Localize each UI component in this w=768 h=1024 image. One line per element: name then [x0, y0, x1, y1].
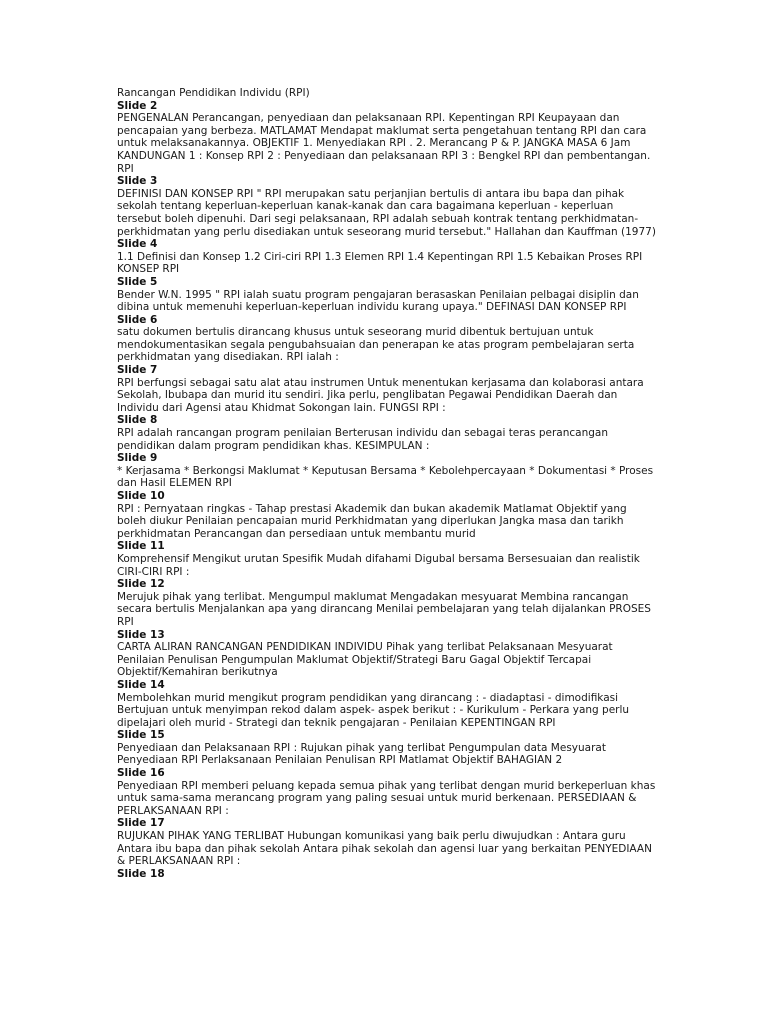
slide-heading: Slide 7	[117, 364, 158, 377]
slide-heading: Slide 4	[117, 238, 158, 251]
slide-text: PENGENALAN Perancangan, penyediaan dan pelaksanaan RPI. Kepentingan RPI Keupayaan dan pencapaian yang berbeza. MATLAMAT Mendapat maklumat serta pengetahuan tentang RPI dan cara untuk melaksanakannya. OBJEKTIF 1. Menyediakan RPI . 2. Merancang P & P. JANGKA MASA 6 Jam KANDUNGAN 1 : Konsep RPI 2 : Penyediaan dan pelaksanaan RPI 3 : Bengkel RPI dan pembentangan. RPI	[117, 112, 651, 175]
slides-list	[117, 100, 657, 881]
slide-heading: Slide 6	[117, 313, 158, 326]
slide-heading: Slide 5	[117, 275, 158, 288]
slide-heading: Slide 9	[117, 452, 158, 465]
slide-text: RUJUKAN PIHAK YANG TERLIBAT Hubungan komunikasi yang baik perlu diwujudkan : Antara guru Antara ibu bapa dan pihak sekolah Antara pihak sekolah dan agensi luar yang berkaitan PENYEDIAAN & PERLAKSANAAN RPI :	[117, 830, 652, 868]
slide-text: DEFINISI DAN KONSEP RPI " RPI merupakan satu perjanjian bertulis di antara ibu bapa dan pihak sekolah tentang keperluan-keperluan kanak-kanak dan cara bagaimana keperluan - keperluan tersebut boleh dipenuhi. Dari segi pelaksanaan, RPI adalah sebuah kontrak tentang perkhidmatan-perkhidmatan yang perlu disediakan untuk seseorang murid tersebut." Hallahan dan Kauffman (1977)	[117, 187, 656, 238]
slide-text: Merujuk pihak yang terlibat. Mengumpul maklumat Mengadakan mesyuarat Membina rancangan secara bertulis Menjalankan apa yang dirancang Menilai pembelajaran yang telah dijalankan PROSES RPI	[117, 590, 651, 628]
slide-heading: Slide 13	[117, 628, 165, 641]
slide-heading: Slide 11	[117, 540, 165, 553]
slide-text: RPI berfungsi sebagai satu alat atau instrumen Untuk menentukan kerjasama dan kolaborasi antara Sekolah, Ibubapa dan murid itu sendiri. Jika perlu, penglibatan Pegawai Pendidikan Daerah dan Individu dari Agensi atau Khidmat Sokongan lain. FUNGSI RPI :	[117, 376, 644, 414]
slide-heading: Slide 16	[117, 767, 165, 780]
slide-text: Membolehkan murid mengikut program pendidikan yang dirancang : - diadaptasi - dimodifikasi Bertujuan untuk menyimpan rekod dalam aspek- aspek berikut : - Kurikulum - Perkara yang perlu dipelajari oleh murid - Strategi dan teknik pengajaran - Penilaian KEPENTINGAN RPI	[117, 691, 630, 729]
slide-heading: Slide 8	[117, 414, 158, 427]
slide-text: 1.1 Definisi dan Konsep 1.2 Ciri-ciri RPI 1.3 Elemen RPI 1.4 Kepentingan RPI 1.5 Kebaikan Proses RPI KONSEP RPI	[117, 250, 643, 276]
slide-heading: Slide 12	[117, 578, 165, 591]
slide-heading: Slide 14	[117, 678, 165, 691]
slide-text: Penyediaan dan Pelaksanaan RPI : Rujukan pihak yang terlibat Pengumpulan data Mesyuarat Penyediaan RPI Perlaksanaan Penilaian Penulisan RPI Matlamat Objektif BAHAGIAN 2	[117, 741, 606, 767]
slide-heading: Slide 17	[117, 817, 165, 830]
slide-text: Bender W.N. 1995 " RPI ialah suatu program pengajaran berasaskan Penilaian pelbagai disiplin dan dibina untuk memenuhi keperluan-keperluan individu kurang upaya." DEFINASI DAN KONSEP RPI	[117, 288, 639, 314]
slide-text: * Kerjasama * Berkongsi Maklumat * Keputusan Bersama * Kebolehpercayaan * Dokumentasi * Proses dan Hasil ELEMEN RPI	[117, 464, 654, 490]
slide-heading: Slide 15	[117, 729, 165, 742]
document-body	[117, 87, 657, 880]
slide-text: Penyediaan RPI memberi peluang kepada semua pihak yang terlibat dengan murid berkeperluan khas untuk sama-sama merancang program yang paling sesuai untuk murid berkenaan. PERSEDIAAN & PERLAKSANAAN RPI :	[117, 779, 656, 817]
slide-text: CARTA ALIRAN RANCANGAN PENDIDIKAN INDIVIDU Pihak yang terlibat Pelaksanaan Mesyuarat Penilaian Penulisan Pengumpulan Maklumat Objektif/Strategi Baru Gagal Objektif Tercapai Objektif/Kemahiran berikutnya	[117, 641, 613, 679]
slide-text: Komprehensif Mengikut urutan Spesifik Mudah difahami Digubal bersama Bersesuaian dan realistik CIRI-CIRI RPI :	[117, 552, 640, 578]
slide-text: satu dokumen bertulis dirancang khusus untuk seseorang murid dibentuk bertujuan untuk mendokumentasikan segala pengubahsuaian dan penerapan ke atas program pembelajaran serta perkhidmatan yang disediakan. RPI ialah :	[117, 326, 635, 364]
document-title: Rancangan Pendidikan Individu (RPI)	[117, 87, 310, 99]
slide-heading: Slide 10	[117, 490, 165, 502]
slide-text: RPI adalah rancangan program penilaian Berterusan individu dan sebagai teras perancangan pendidikan dalam program pendidikan khas. KESIMPULAN :	[117, 427, 608, 452]
slide-text: RPI : Pernyataan ringkas - Tahap prestasi Akademik dan bukan akademik Matlamat Objektif yang boleh diukur Penilaian pencapaian murid Perkhidmatan yang diperlukan Jangka masa dan tarikh perkhidmatan Perancangan dan persediaan untuk membantu murid	[117, 502, 627, 540]
slide-heading: Slide 3	[117, 175, 158, 188]
slide-heading: Slide 2	[117, 99, 158, 112]
slide-heading: Slide 18	[117, 867, 165, 880]
